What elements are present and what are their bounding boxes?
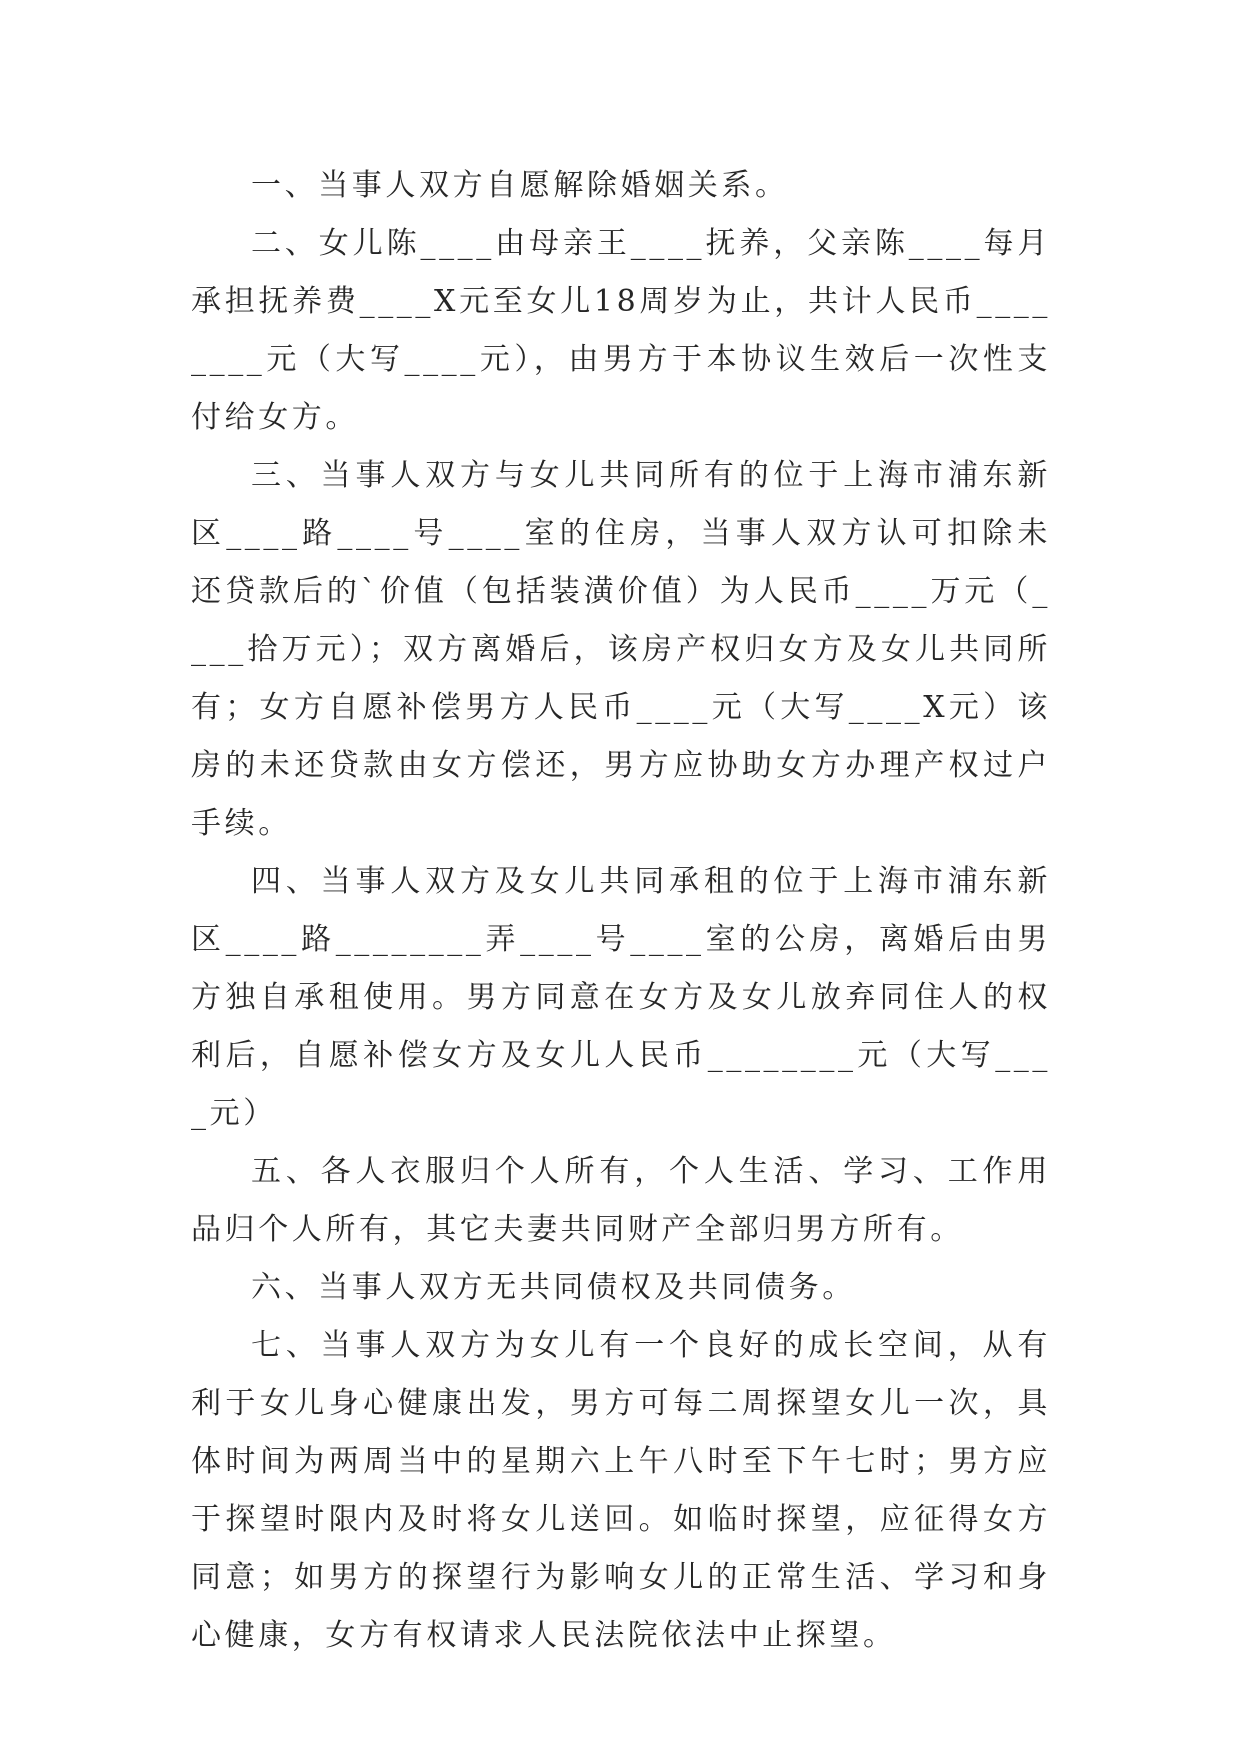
clause-2: 二、女儿陈____由母亲王____抚养，父亲陈____每月承担抚养费____X元至女儿18周岁为止，共计人民币________元（大写____元），由男方于本协议生效后一次性支付给女方。 <box>191 226 1051 435</box>
clause-5: 五、各人衣服归个人所有，个人生活、学习、工作用品归个人所有，其它夫妻共同财产全部归男方所有。 <box>191 1154 1051 1247</box>
document-body <box>191 157 1051 1665</box>
clause-6: 六、当事人双方无共同债权及共同债务。 <box>251 1270 856 1305</box>
clause-7: 七、当事人双方为女儿有一个良好的成长空间，从有利于女儿身心健康出发，男方可每二周探望女儿一次，具体时间为两周当中的星期六上午八时至下午七时；男方应于探望时限内及时将女儿送回。如临时探望，应征得女方同意；如男方的探望行为影响女儿的正常生活、学习和身心健康，女方有权请求人民法院依法中止探望。 <box>191 1328 1051 1653</box>
clause-3: 三、当事人双方与女儿共同所有的位于上海市浦东新区____路____号____室的住房，当事人双方认可扣除未还贷款后的`价值（包括装潢价值）为人民币____万元（____拾万元）；双方离婚后，该房产权归女方及女儿共同所有；女方自愿补偿男方人民币____元（大写____X元）该房的未还贷款由女方偿还，男方应协助女方办理产权过户手续。 <box>191 458 1051 841</box>
clause-4: 四、当事人双方及女儿共同承租的位于上海市浦东新区____路________弄____号____室的公房，离婚后由男方独自承租使用。男方同意在女方及女儿放弃同住人的权利后，自愿补偿女方及女儿人民币________元（大写____元） <box>191 864 1051 1131</box>
clause-1: 一、当事人双方自愿解除婚姻关系。 <box>251 168 789 203</box>
